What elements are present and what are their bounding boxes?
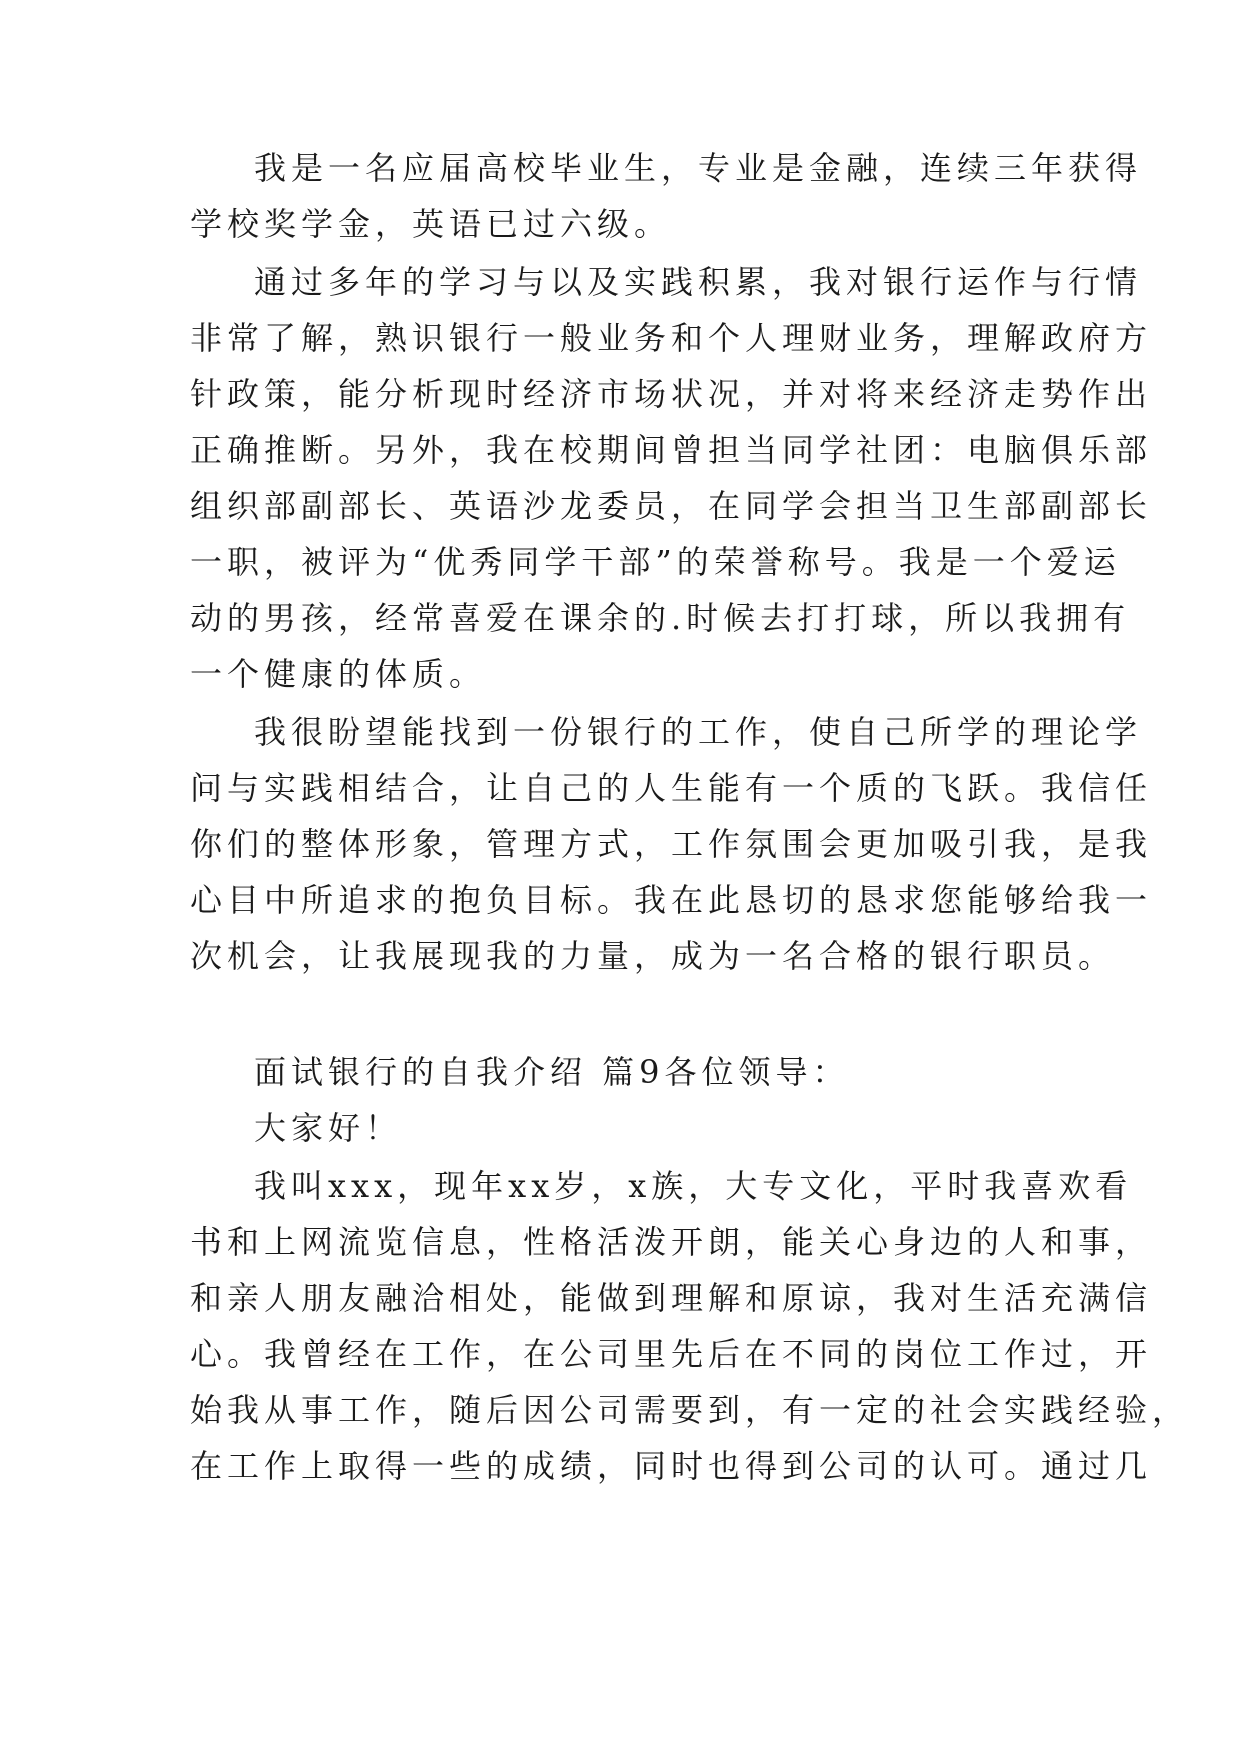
paragraph-2-line-7: 动的男孩，经常喜爱在课余的.时候去打打球，所以我拥有	[190, 599, 1131, 637]
paragraph-1-line-2: 学校奖学金，英语已过六级。	[190, 205, 672, 243]
paragraph-2-line-3: 针政策，能分析现时经济市场状况，并对将来经济走势作出	[190, 375, 1153, 413]
paragraph-3-line-3: 你们的整体形象，管理方式，工作氛围会更加吸引我，是我	[190, 825, 1153, 863]
paragraph-2-line-8: 一个健康的体质。	[190, 655, 487, 693]
paragraph-3-line-1: 我很盼望能找到一份银行的工作，使自己所学的理论学	[254, 713, 1143, 751]
paragraph-6-line-3: 和亲人朋友融洽相处，能做到理解和原谅，我对生活充满信	[190, 1279, 1153, 1317]
paragraph-6-line-4: 心。我曾经在工作，在公司里先后在不同的岗位工作过，开	[190, 1335, 1153, 1373]
paragraph-2-line-4: 正确推断。另外，我在校期间曾担当同学社团：电脑俱乐部	[190, 431, 1153, 469]
paragraph-2-line-6: 一职，被评为“优秀同学干部”的荣誉称号。我是一个爱运	[190, 543, 1121, 581]
paragraph-2-line-1: 通过多年的学习与以及实践积累，我对银行运作与行情	[254, 263, 1143, 301]
paragraph-2-line-2: 非常了解，熟识银行一般业务和个人理财业务，理解政府方	[190, 319, 1153, 357]
paragraph-6-line-2: 书和上网流览信息，性格活泼开朗，能关心身边的人和事，	[190, 1223, 1153, 1261]
paragraph-3-line-2: 问与实践相结合，让自己的人生能有一个质的飞跃。我信任	[190, 769, 1153, 807]
paragraph-6-line-5: 始我从事工作，随后因公司需要到，有一定的社会实践经验，	[190, 1391, 1190, 1429]
paragraph-1-line-1: 我是一名应届高校毕业生，专业是金融，连续三年获得	[254, 149, 1143, 187]
section-heading: 面试银行的自我介绍 篇9各位领导：	[254, 1053, 850, 1091]
paragraph-3-line-5: 次机会，让我展现我的力量，成为一名合格的银行职员。	[190, 937, 1116, 975]
greeting: 大家好！	[254, 1109, 403, 1147]
paragraph-3-line-4: 心目中所追求的抱负目标。我在此恳切的恳求您能够给我一	[190, 881, 1153, 919]
paragraph-6-line-1: 我叫xxx，现年xx岁，x族，大专文化，平时我喜欢看	[254, 1167, 1133, 1205]
paragraph-2-line-5: 组织部副部长、英语沙龙委员，在同学会担当卫生部副部长	[190, 487, 1153, 525]
paragraph-6-line-6: 在工作上取得一些的成绩，同时也得到公司的认可。通过几	[190, 1447, 1153, 1485]
